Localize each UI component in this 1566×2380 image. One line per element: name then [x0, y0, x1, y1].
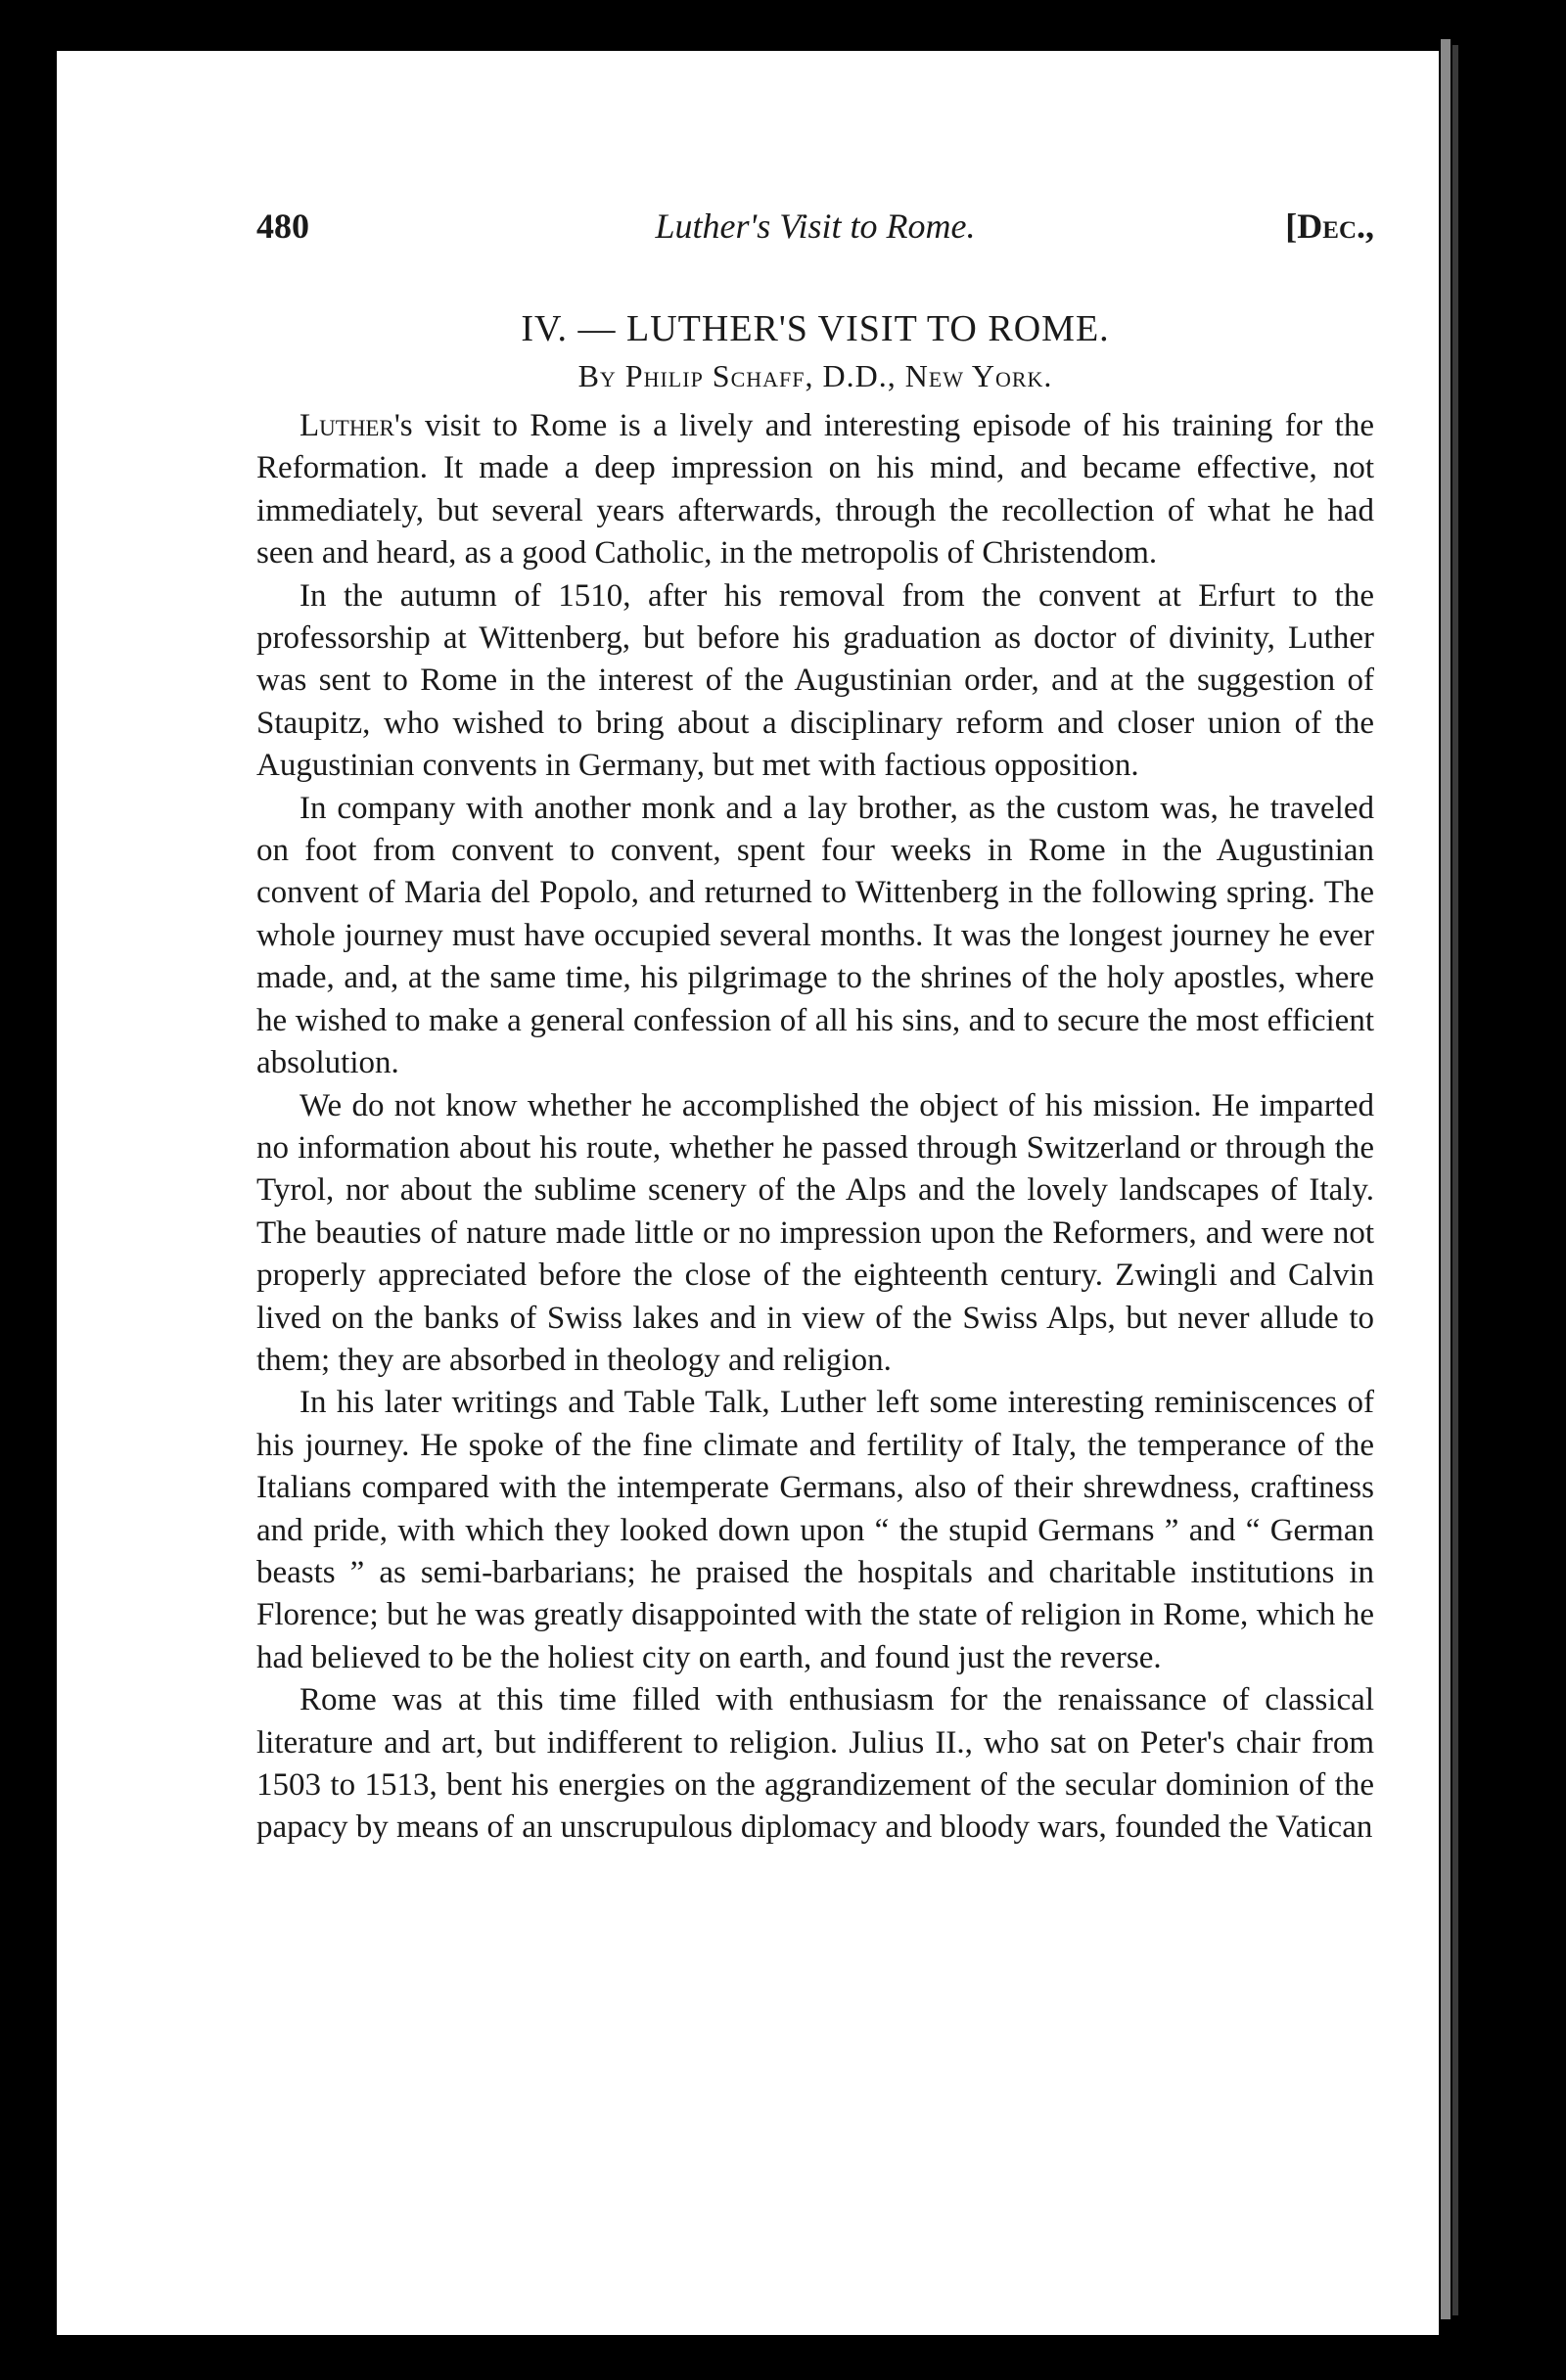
document-page [57, 51, 1439, 2335]
running-date: [Dec., [1285, 206, 1374, 246]
page-edge [1441, 39, 1451, 2319]
paragraph-5: In his later writings and Table Talk, Luther left some interesting reminiscences of his journey. He spoke of the fine climate and fertility of Italy, the temperance of the Italians compared with the intemperate Germans, also of their shrewdness, craftiness and pride, with which they looked down upon “ the stupid Germans ” and “ German beasts ” as semi-barbarians; he praised the hospitals and charitable institutions in Florence; but he was greatly disappointed with the state of religion in Rome, which he had believed to be the holiest city on earth, and found just the reverse. [256, 1385, 1374, 1675]
page-edge-shadow [1452, 45, 1458, 2315]
paragraph-6: Rome was at this time filled with enthusiasm for the renaissance of classical literature and art, but indifferent to religion. Julius II., who sat on Peter's chair from 1503 to 1513, bent his energies on the aggrandizement of the secular dominion of the papacy by means of an unscrupulous diplomacy and bloody wars, founded the Vatican [256, 1682, 1374, 1846]
article-byline: By Philip Schaff, D.D., New York. [577, 358, 1053, 393]
running-head [256, 206, 1374, 254]
paragraph-1 [256, 405, 1374, 575]
paragraph-2: In the autumn of 1510, after his removal from the convent at Erfurt to the professorship at Wittenberg, but before his graduation as doctor of divinity, Luther was sent to Rome in the interest of the Augustinian order, and at the suggestion of Staupitz, who wished to bring about a disciplinary reform and closer union of the Augustinian convents in Germany, but met with factious opposition. [256, 577, 1374, 784]
paragraph-1-text: 's visit to Rome is a lively and interesting episode of his training for the Reformation. It made a deep impression on his mind, and became effective, not immediately, but several years afterwards, through the recollection of what he had seen and heard, as a good Catholic, in the metropolis of Christendom. [256, 408, 1374, 572]
page-number: 480 [256, 206, 309, 246]
lead-word: Luther [299, 408, 394, 443]
running-title: Luther's Visit to Rome. [655, 206, 976, 246]
paragraph-3: In company with another monk and a lay brother, as the custom was, he traveled on foot from convent to convent, spent four weeks in Rome in the Augustinian convent of Maria del Popolo, and returned to Wittenberg in the following spring. The whole journey must have occupied several months. It was the longest journey he ever made, and, at the same time, his pilgrimage to the shrines of the holy apostles, where he wished to make a general confession of all his sins, and to secure the most efficient absolution. [256, 790, 1374, 1081]
paragraph-4: We do not know whether he accomplished the object of his mission. He imparted no information about his route, whether he passed through Switzerland or through the Tyrol, nor about the sublime scenery of the Alps and the lovely landscapes of Italy. The beauties of nature made little or no impression upon the Reformers, and were not properly appreciated before the close of the eighteenth century. Zwingli and Calvin lived on the banks of Swiss lakes and in view of the Swiss Alps, but never allude to them; they are absorbed in theology and religion. [256, 1087, 1374, 1378]
article-title: IV. — LUTHER'S VISIT TO ROME. [521, 308, 1110, 349]
article-body [256, 405, 1374, 1850]
